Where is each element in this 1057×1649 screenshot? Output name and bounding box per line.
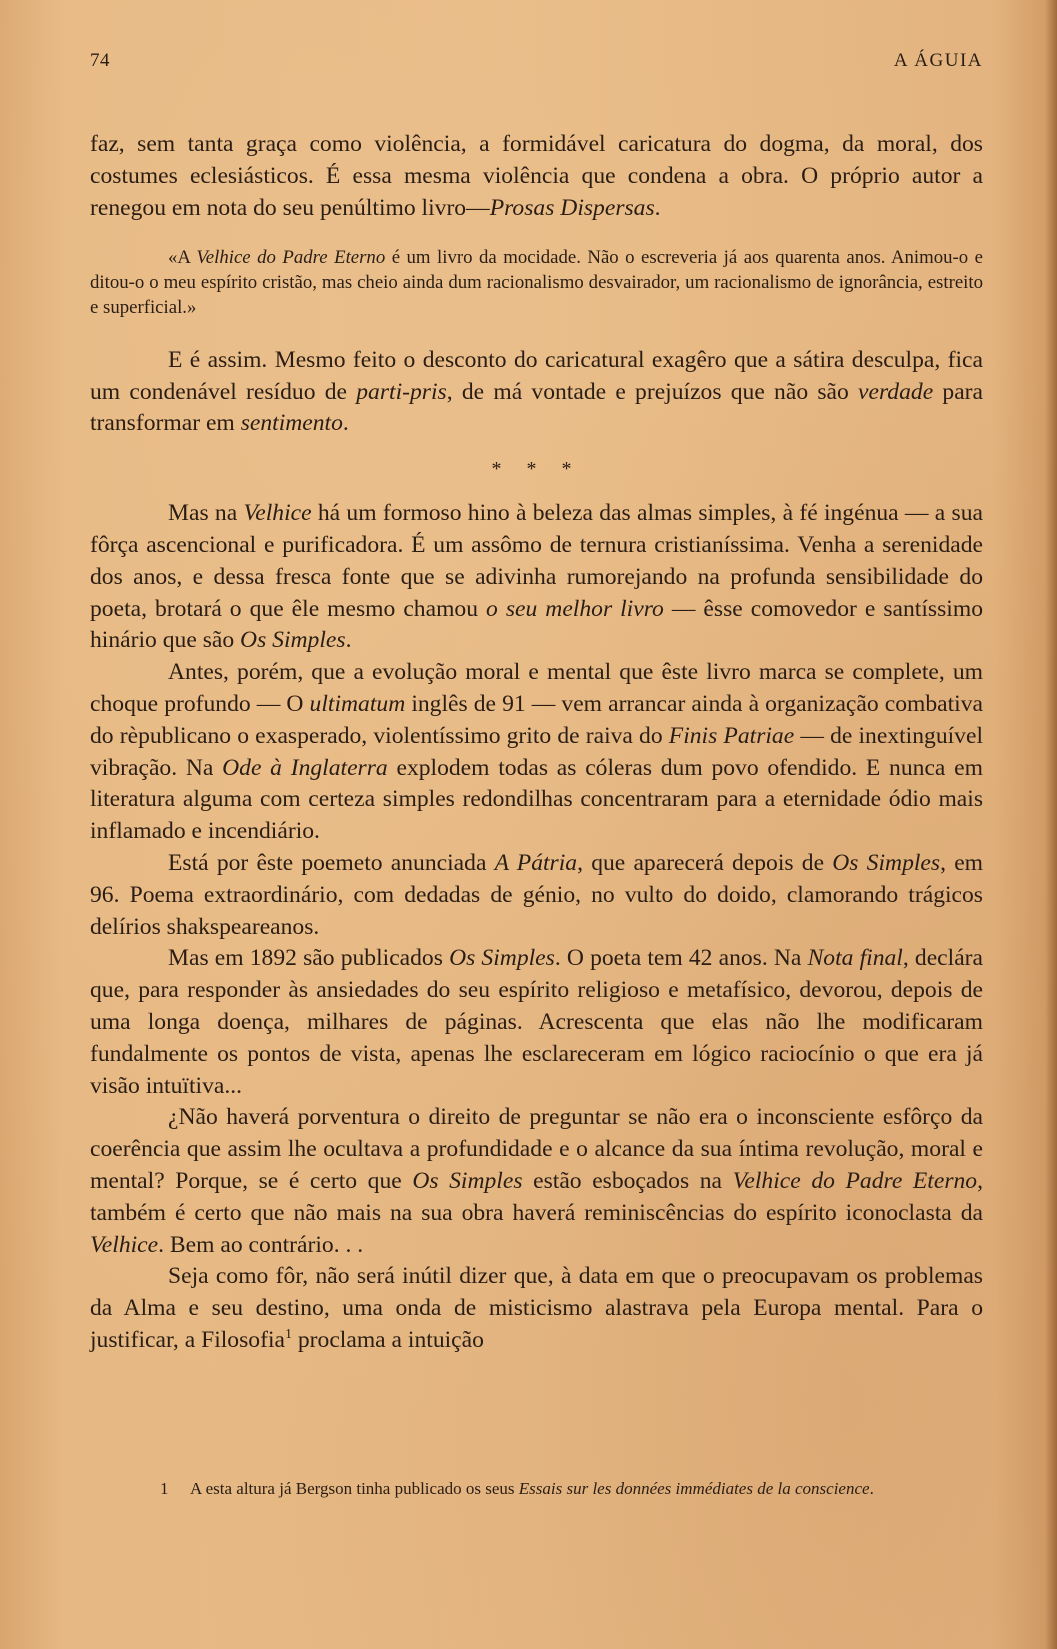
text-run: — êsse comovedor e santíssimo hinário que são	[90, 595, 983, 654]
italic-title: A Pátria	[494, 849, 578, 876]
text-run: .	[654, 194, 661, 221]
text-run: proclama a intuição	[291, 1326, 484, 1353]
italic-term: sentimento	[240, 410, 343, 437]
italic-title: Essais sur les données immédiates de la conscience	[518, 1479, 870, 1498]
text-run: , de má vontade e prejuízos que não são	[446, 378, 859, 405]
text-run: , em 96. Poema extraordinário, com dedadas de génio, no vulto do doido, clamorando trágicos delírios shakspeareanos.	[90, 849, 984, 940]
text-run: há um formoso hino à beleza das almas simples, à fé ingénua — a sua fôrça ascencional e purificadora. É um assômo de ternura cristianíssima. Venha a serenidade dos anos, e dessa fresca fonte que se adivinha rumorejando na profunda sensibilidade do poeta, brotará o que êle mesmo chamou	[90, 500, 983, 622]
page-edge-shadow	[1045, 0, 1057, 1649]
italic-title: Os Simples	[832, 849, 941, 876]
text-run: , também é certo que não mais na sua obra haverá reminiscências do espírito iconoclasta da	[90, 1167, 983, 1226]
block-quote	[90, 246, 983, 320]
page-number: 74	[90, 50, 110, 71]
body-text	[90, 129, 983, 1357]
text-run: .	[342, 410, 349, 437]
paragraph-4	[90, 657, 983, 848]
text-run: inglês de 91 — vem arrancar ainda à organização combativa do rèpublicano o exasperado, violentíssimo grito de raiva do	[90, 690, 983, 749]
text-run: faz, sem tanta graça como violência, a formidável caricatura do dogma, da moral, dos costumes eclesiásticos. É essa mesma violência que condena a obra. O próprio autor a renegou em nota do seu penúltimo livro—	[90, 131, 983, 221]
italic-title: Velhice	[243, 500, 312, 527]
text-run: . Bem ao contrário. . .	[158, 1231, 364, 1258]
paragraph-5	[90, 848, 983, 943]
footnote	[90, 1477, 983, 1501]
text-run: Mas em 1892 são publicados	[168, 945, 450, 972]
paragraph-6	[90, 943, 983, 1102]
text-run: E é assim. Mesmo feito o desconto do caricatural exagêro que a sátira desculpa, fica um condenável resíduo de	[90, 346, 983, 405]
italic-title: Nota final	[807, 945, 903, 972]
italic-title: Velhice do Padre Eterno	[732, 1167, 978, 1194]
running-title: A ÁGUIA	[893, 50, 983, 71]
text-run: — de inextinguível vibração. Na	[90, 722, 983, 781]
text-run: para transformar em	[90, 378, 984, 437]
italic-phrase: o seu melhor livro	[486, 595, 664, 622]
italic-term: verdade	[858, 378, 934, 405]
page-header	[90, 50, 983, 76]
italic-title: Os Simples	[449, 945, 555, 972]
text-run: Seja como fôr, não será inútil dizer que, à data em que o preocupavam os problemas da Alma e seu destino, uma onda de misticismo alastrava pela Europa mental. Para o justificar, a Filosofia	[90, 1263, 983, 1353]
paragraph-7	[90, 1102, 983, 1261]
italic-title: Os Simples	[412, 1167, 523, 1194]
italic-title: Prosas Dispersas	[489, 194, 655, 221]
paragraph-8	[90, 1261, 983, 1356]
text-run: Mas na	[168, 500, 244, 527]
italic-title: Velhice do Padre Eterno	[196, 247, 386, 269]
text-run: «A	[168, 247, 197, 269]
text-run: é um livro da mocidade. Não o escreveria já aos quarenta anos. Animou-o e ditou-o o meu espírito cristão, mas cheio ainda dum racionalismo desvairador, um racionalismo de ignorância, estreito e superficial.»	[90, 247, 983, 318]
text-run: ¿Não haverá porventura o direito de preguntar se não era o inconsciente esfôrço da coerência que assim lhe ocultava a profundidade e o alcance da sua íntima revolução, moral e mental? Porque, se é certo que	[90, 1104, 983, 1194]
text-run: .	[869, 1479, 874, 1498]
text-run: , que aparecerá depois de	[577, 849, 833, 876]
text-run: explodem todas as cóleras dum povo ofendido. E nunca em literatura alguma com certeza simples redondilhas concentraram para a eternidade ódio mais inflamado e incendiário.	[90, 754, 983, 845]
paragraph-1	[90, 129, 983, 224]
italic-title: Os Simples	[240, 627, 346, 654]
text-run: A esta altura já Bergson tinha publicado os seus	[190, 1479, 519, 1498]
footnote-marker: 1	[284, 1327, 292, 1343]
text-run: .	[345, 627, 352, 654]
paragraph-3	[90, 498, 983, 657]
section-separator: * * *	[491, 458, 582, 481]
text-run: estão esboçados na	[522, 1167, 733, 1194]
italic-title: Finis Patriae	[668, 722, 795, 749]
italic-term: ultimatum	[309, 690, 406, 717]
italic-term: parti-pris	[356, 378, 447, 405]
italic-title: Velhice	[90, 1231, 159, 1258]
footnote-number: 1	[160, 1479, 169, 1498]
text-run: Está por êste poemeto anunciada	[168, 849, 495, 876]
italic-title: Ode à Inglaterra	[222, 754, 388, 781]
text-run: . O poeta tem 42 anos. Na	[554, 945, 808, 972]
text-run: Antes, porém, que a evolução moral e mental que êste livro marca se complete, um choque profundo — O	[90, 659, 983, 717]
text-run: , declára que, para responder às ansiedades do seu espírito religioso e metafísico, devorou, depois de uma longa doença, milhares de páginas. Acrescenta que elas não lhe modificaram fundalmente os pontos de vista, apenas lhe esclareceram em lógico raciocínio o que era já visão intuïtiva...	[90, 945, 984, 1099]
paragraph-2	[90, 345, 983, 440]
